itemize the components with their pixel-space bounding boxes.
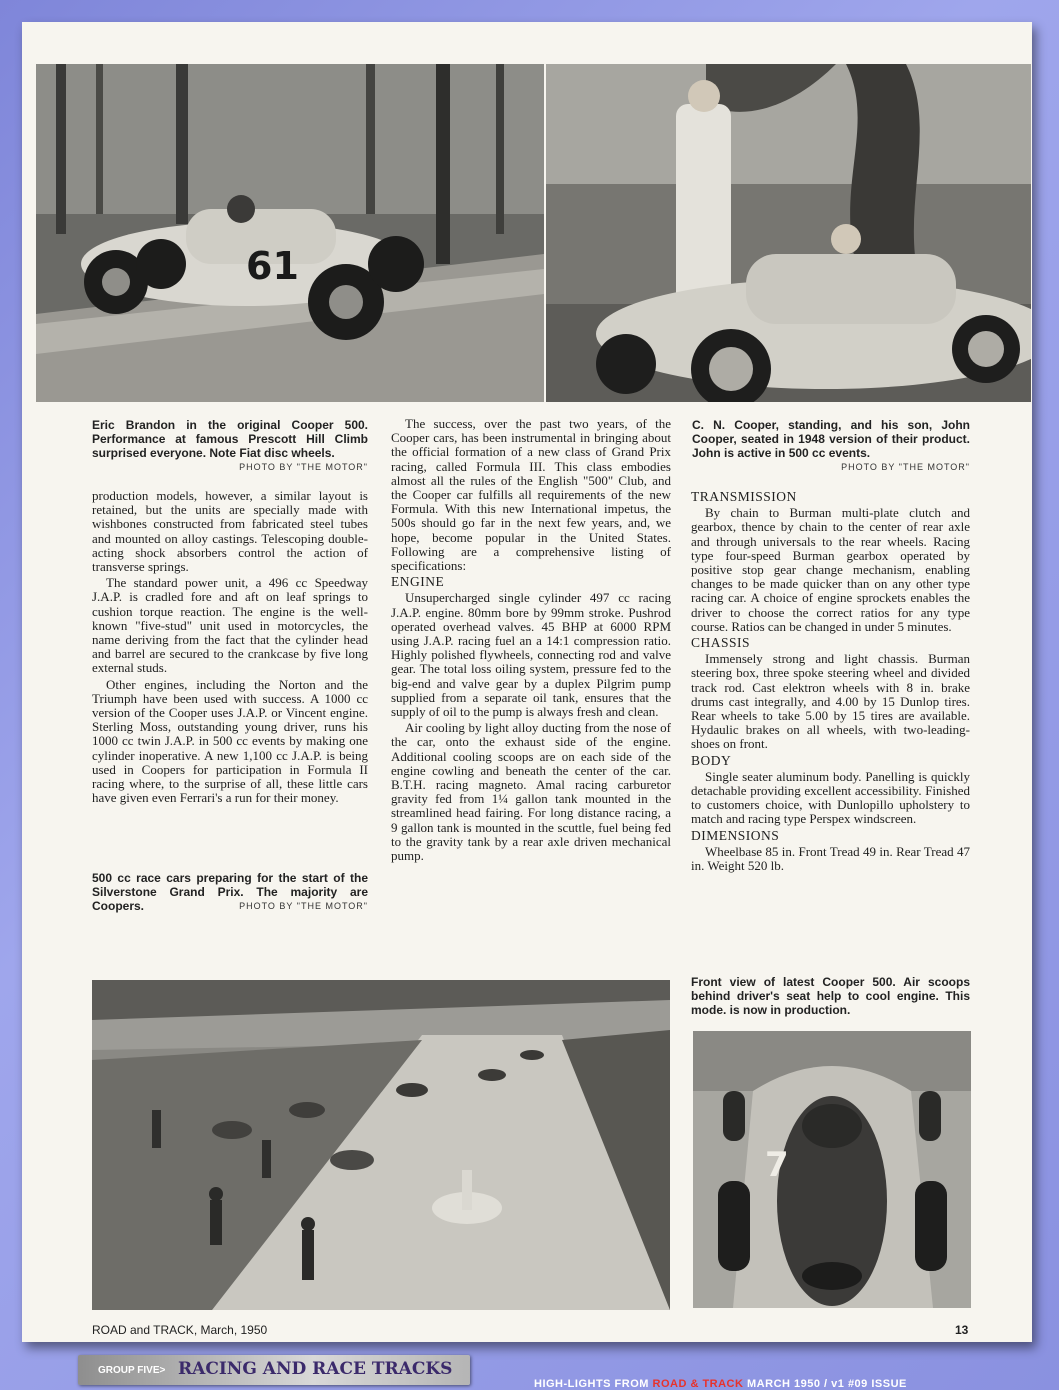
heading-dimensions: DIMENSIONS (691, 827, 780, 843)
photo-front-view-image (693, 1031, 971, 1308)
caption-brandon-credit: PHOTO BY "THE MOTOR" (239, 462, 368, 472)
heading-chassis: CHASSIS (691, 635, 751, 651)
article-column-1 (92, 489, 368, 807)
photo-front-view (693, 1031, 971, 1308)
caption-front-view-text: Front view of latest Cooper 500. Air scoops behind driver's seat help to cool engine. This mode. is now in production. (691, 975, 970, 1017)
article-column-3 (691, 490, 970, 875)
photo-brandon-image (36, 64, 544, 402)
highlights-prefix: HIGH-LIGHTS FROM (534, 1378, 649, 1390)
page-number: 13 (955, 1323, 969, 1337)
caption-front-view (691, 975, 970, 1017)
col2-engine-paragraph-1: Unsupercharged single cylinder 497 cc racing J.A.P. engine. 80mm bore by 99mm stroke. Pushrod operated overhead valves. 45 BHP at 6000 RPM using J.A.P. racing fuel an a 14:1 compression ratio. Highly polished flywheels, connecting rod and valve gear. The total loss oiling system, pressure fed to the big-end and valve gear by a duplex Pilgrim pump supplied from a separate oil tank, ensures that the supply of oil to the pump is always fresh and clean. (391, 590, 671, 720)
article-column-2 (391, 417, 671, 865)
heading-transmission: TRANSMISSION (691, 489, 797, 504)
group-banner (78, 1355, 470, 1385)
group-label: GROUP FIVE> (98, 1365, 166, 1376)
footer-magazine-title: ROAD and TRACK, March, 1950 (92, 1323, 268, 1337)
body-paragraph: Single seater aluminum body. Panelling is quickly detachable providing excellent accessibility. Finished to customers choice, with Dunlopillo upholstery to match and racing type Perspex windscreen. (691, 768, 970, 827)
photo-cooper-image (546, 64, 1031, 402)
transmission-paragraph: By chain to Burman multi-plate clutch and gearbox, thence by chain to the center of rear axle and through universals to the rear wheels. Racing type four-speed Burman gearbox operated by positive stop gear change mechanism, enabling changes to be made quicker than on any other type racing car. A choice of engine sprockets enables the driver to choose the correct ratios for any type course. Ratios can be changed in under 5 minutes. (691, 505, 970, 634)
photo-silverstone-grid (92, 980, 670, 1310)
highlights-magazine: ROAD & TRACK (652, 1378, 744, 1390)
col1-paragraph-1: production models, however, a similar layout is retained, but the units are specially made with wishbones constructed from fabricated steel tubes and mounted on alloy castings. Telescoping double-acting shock absorbers control the action of transverse springs. (92, 488, 368, 575)
caption-silverstone-text: 500 cc race cars preparing for the start of the Silverstone Grand Prix. The majority are Coopers. (92, 871, 368, 913)
caption-brandon-text: Eric Brandon in the original Cooper 500. Performance at famous Prescott Hill Climb surprised everyone. Note Fiat disc wheels. (92, 418, 368, 460)
caption-silverstone-credit: PHOTO BY "THE MOTOR" (239, 901, 368, 911)
col2-paragraph-1: The success, over the past two years, of the Cooper cars, has been instrumental in bringing about the official formation of a new class of Grand Prix racing, called Formula III. This class embodies almost all the rules of the English "500" Club, and the Cooper car fulfills all requirements of the new Formula. With this new International impetus, the 500s should go far in the next few years, and, we hope, become popular in the United States. Following are a comprehensive listing of specifications: (391, 416, 671, 574)
col2-engine-paragraph-2: Air cooling by light alloy ducting from the nose of the car, onto the exhaust side of the engine. Additional cooling scoops are on each side of the engine cowling and beneath the center of the car. B.T.H. racing magneto. Amal racing carburetor gravity fed from 1¼ gallon tank mounted in the streamlined head fairing. For long distance racing, a 9 gallon tank is mounted in the scuttle, fuel being fed to the gravity tank by a rear axle driven mechanical pump. (391, 720, 671, 864)
photo-brandon-hillclimb (36, 64, 544, 402)
chassis-paragraph: Immensely strong and light chassis. Burman steering box, three spoke steering wheel and divided track rod. Cast elektron wheels with 8 in. brake drums cast integrally, and 4.00 by 15 Dunlop tires. Rear wheels to take 5.00 by 15 tires are available. Hydaulic brakes on all wheels, with two-leading-shoes on front. (691, 651, 970, 752)
group-title: RACING AND RACE TRACKS (178, 1359, 453, 1379)
highlights-line (534, 1378, 907, 1390)
car-number-61: 61 (246, 244, 299, 288)
caption-silverstone (92, 871, 368, 913)
caption-brandon (92, 418, 368, 474)
car-number-7: 7 (765, 1145, 789, 1185)
photo-cooper-family (546, 64, 1031, 402)
caption-cooper (692, 418, 970, 474)
heading-body: BODY (691, 752, 732, 768)
dimensions-paragraph: Wheelbase 85 in. Front Tread 49 in. Rear Tread 47 in. Weight 520 lb. (691, 843, 970, 874)
highlights-issue: MARCH 1950 / v1 #09 ISSUE (747, 1378, 907, 1390)
heading-engine: ENGINE (391, 574, 445, 590)
caption-cooper-credit: PHOTO BY "THE MOTOR" (841, 462, 970, 472)
col1-paragraph-3: Other engines, including the Norton and the Triumph have been used with success. A 1000 cc version of the Cooper uses J.A.P. or Vincent engine. Sterling Moss, outstanding young driver, runs his 1000 cc twin J.A.P. in 500 cc events by making one cylinder inoperative. A new 1,100 cc J.A.P. is being used in Coopers for participation in Formula II racing where, to the surprise of all, these little cars have given even Ferrari's a run for their money. (92, 676, 368, 806)
photo-silverstone-image (92, 980, 670, 1310)
col1-paragraph-2: The standard power unit, a 496 cc Speedway J.A.P. is cradled fore and aft on leaf springs to cushion torque reaction. The engine is the well-known "five-stud" unit used in motorcycles, the name deriving from the fact that the cylinder head and barrel are secured to the crankcase by five long external studs. (92, 575, 368, 676)
caption-cooper-text: C. N. Cooper, standing, and his son, John Cooper, seated in 1948 version of their product. John is active in 500 cc events. (692, 418, 970, 460)
